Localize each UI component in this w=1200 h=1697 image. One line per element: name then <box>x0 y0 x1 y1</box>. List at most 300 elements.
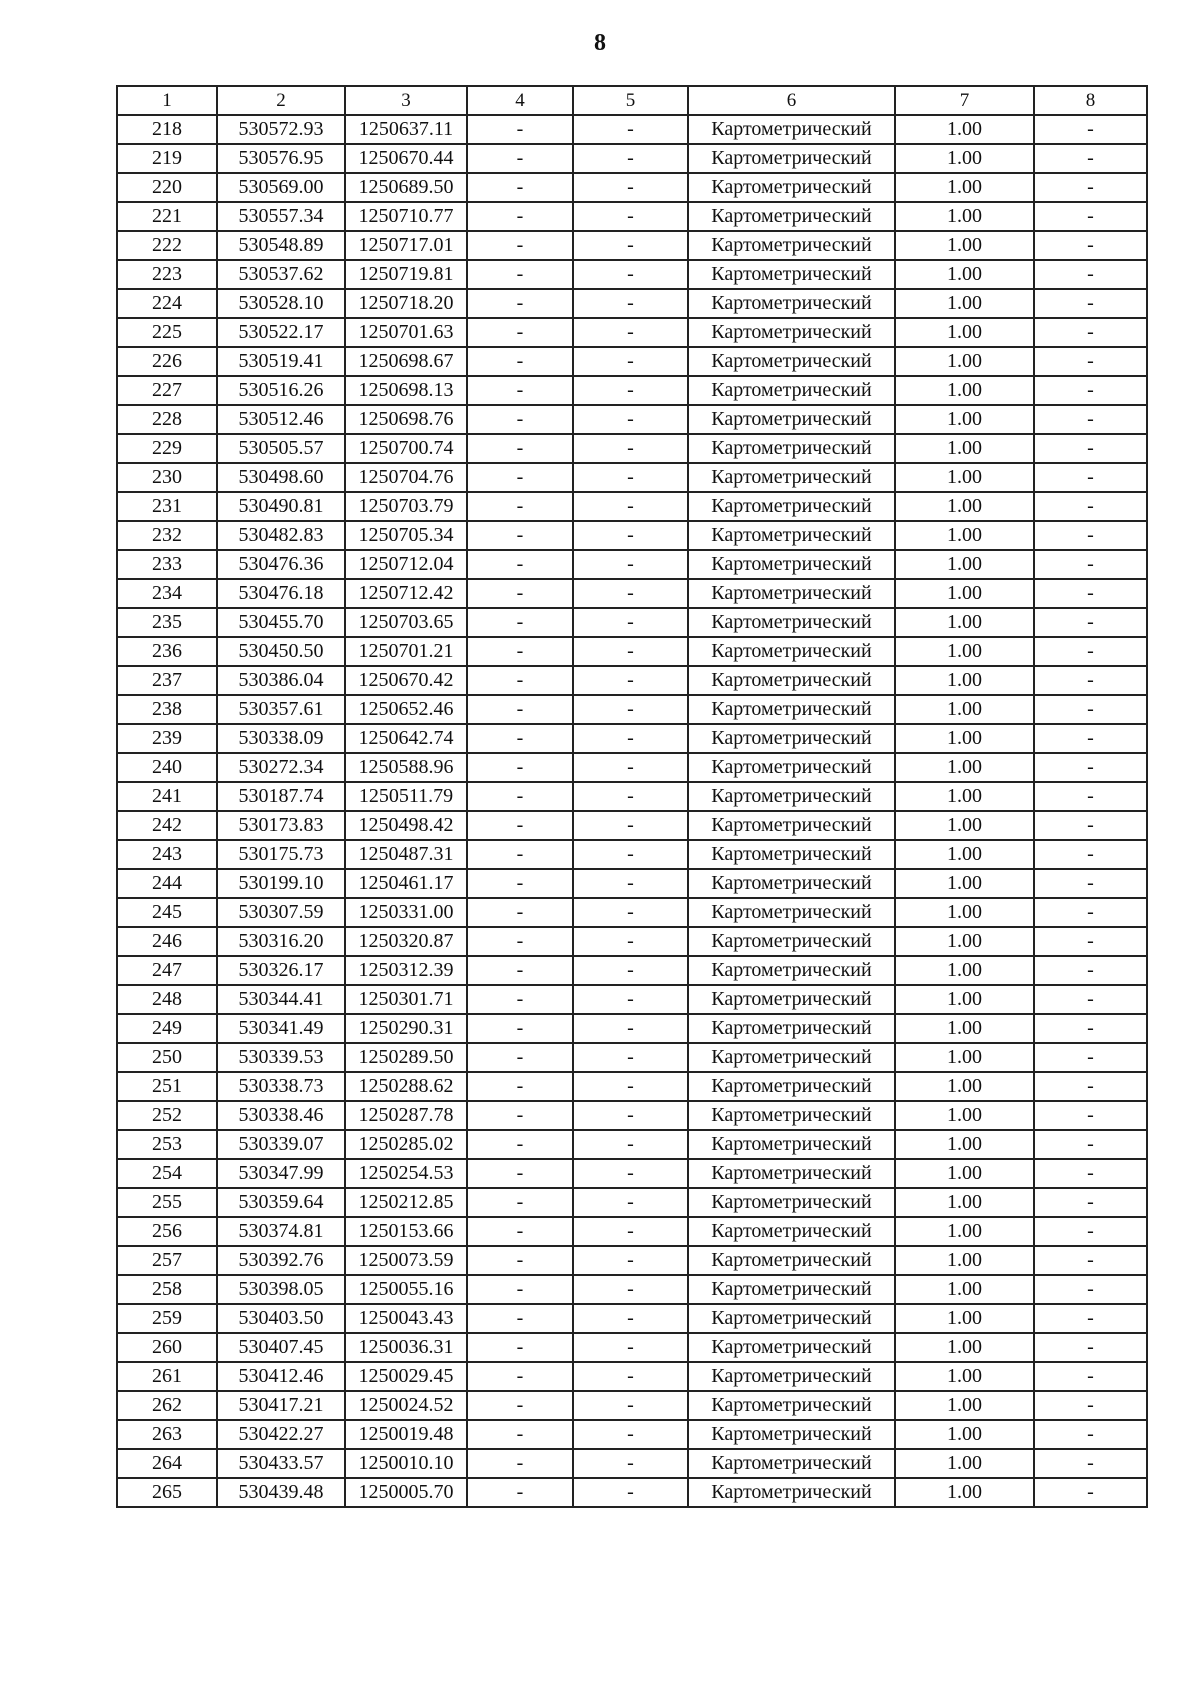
y-coordinate-cell: 1250701.63 <box>345 318 467 347</box>
col4-cell: - <box>467 985 573 1014</box>
point-number-cell: 258 <box>117 1275 217 1304</box>
x-coordinate-cell: 530505.57 <box>217 434 345 463</box>
accuracy-cell: 1.00 <box>895 1304 1034 1333</box>
column-header-2: 2 <box>217 86 345 115</box>
y-coordinate-cell: 1250637.11 <box>345 115 467 144</box>
col5-cell: - <box>573 492 688 521</box>
point-number-cell: 228 <box>117 405 217 434</box>
col8-cell: - <box>1034 405 1147 434</box>
table-row <box>117 1333 1147 1362</box>
point-number-cell: 263 <box>117 1420 217 1449</box>
y-coordinate-cell: 1250700.74 <box>345 434 467 463</box>
point-number-cell: 241 <box>117 782 217 811</box>
col4-cell: - <box>467 1043 573 1072</box>
table-row <box>117 666 1147 695</box>
col4-cell: - <box>467 927 573 956</box>
accuracy-cell: 1.00 <box>895 376 1034 405</box>
accuracy-cell: 1.00 <box>895 1246 1034 1275</box>
point-number-cell: 230 <box>117 463 217 492</box>
col8-cell: - <box>1034 318 1147 347</box>
y-coordinate-cell: 1250288.62 <box>345 1072 467 1101</box>
col8-cell: - <box>1034 115 1147 144</box>
point-number-cell: 231 <box>117 492 217 521</box>
table-row <box>117 985 1147 1014</box>
point-number-cell: 232 <box>117 521 217 550</box>
column-header-1: 1 <box>117 86 217 115</box>
col5-cell: - <box>573 985 688 1014</box>
col4-cell: - <box>467 637 573 666</box>
table-row <box>117 869 1147 898</box>
table-row <box>117 1391 1147 1420</box>
method-cell: Картометрический <box>688 1188 895 1217</box>
col4-cell: - <box>467 318 573 347</box>
accuracy-cell: 1.00 <box>895 1420 1034 1449</box>
method-cell: Картометрический <box>688 1043 895 1072</box>
point-number-cell: 220 <box>117 173 217 202</box>
col5-cell: - <box>573 1043 688 1072</box>
col8-cell: - <box>1034 695 1147 724</box>
col8-cell: - <box>1034 1391 1147 1420</box>
method-cell: Картометрический <box>688 1275 895 1304</box>
col8-cell: - <box>1034 782 1147 811</box>
col5-cell: - <box>573 376 688 405</box>
method-cell: Картометрический <box>688 782 895 811</box>
table-row <box>117 173 1147 202</box>
table-row <box>117 608 1147 637</box>
col8-cell: - <box>1034 550 1147 579</box>
point-number-cell: 225 <box>117 318 217 347</box>
col5-cell: - <box>573 724 688 753</box>
x-coordinate-cell: 530338.73 <box>217 1072 345 1101</box>
accuracy-cell: 1.00 <box>895 347 1034 376</box>
col5-cell: - <box>573 289 688 318</box>
col4-cell: - <box>467 231 573 260</box>
point-number-cell: 262 <box>117 1391 217 1420</box>
x-coordinate-cell: 530548.89 <box>217 231 345 260</box>
accuracy-cell: 1.00 <box>895 1362 1034 1391</box>
accuracy-cell: 1.00 <box>895 608 1034 637</box>
method-cell: Картометрический <box>688 1014 895 1043</box>
col5-cell: - <box>573 898 688 927</box>
method-cell: Картометрический <box>688 550 895 579</box>
col8-cell: - <box>1034 434 1147 463</box>
y-coordinate-cell: 1250289.50 <box>345 1043 467 1072</box>
point-number-cell: 224 <box>117 289 217 318</box>
point-number-cell: 233 <box>117 550 217 579</box>
y-coordinate-cell: 1250703.65 <box>345 608 467 637</box>
method-cell: Картометрический <box>688 376 895 405</box>
col8-cell: - <box>1034 376 1147 405</box>
point-number-cell: 264 <box>117 1449 217 1478</box>
point-number-cell: 237 <box>117 666 217 695</box>
point-number-cell: 244 <box>117 869 217 898</box>
table-row <box>117 376 1147 405</box>
method-cell: Картометрический <box>688 1478 895 1507</box>
table-row <box>117 144 1147 173</box>
x-coordinate-cell: 530173.83 <box>217 811 345 840</box>
col5-cell: - <box>573 1217 688 1246</box>
x-coordinate-cell: 530519.41 <box>217 347 345 376</box>
col8-cell: - <box>1034 840 1147 869</box>
col5-cell: - <box>573 550 688 579</box>
y-coordinate-cell: 1250029.45 <box>345 1362 467 1391</box>
col5-cell: - <box>573 1246 688 1275</box>
point-number-cell: 259 <box>117 1304 217 1333</box>
col8-cell: - <box>1034 1333 1147 1362</box>
x-coordinate-cell: 530422.27 <box>217 1420 345 1449</box>
col4-cell: - <box>467 1188 573 1217</box>
col4-cell: - <box>467 1333 573 1362</box>
table-row <box>117 811 1147 840</box>
col8-cell: - <box>1034 869 1147 898</box>
y-coordinate-cell: 1250718.20 <box>345 289 467 318</box>
x-coordinate-cell: 530316.20 <box>217 927 345 956</box>
table-row <box>117 463 1147 492</box>
table-row <box>117 637 1147 666</box>
table-row <box>117 1188 1147 1217</box>
col4-cell: - <box>467 376 573 405</box>
y-coordinate-cell: 1250290.31 <box>345 1014 467 1043</box>
col8-cell: - <box>1034 666 1147 695</box>
y-coordinate-cell: 1250712.04 <box>345 550 467 579</box>
accuracy-cell: 1.00 <box>895 956 1034 985</box>
x-coordinate-cell: 530516.26 <box>217 376 345 405</box>
col4-cell: - <box>467 956 573 985</box>
col4-cell: - <box>467 1246 573 1275</box>
y-coordinate-cell: 1250670.44 <box>345 144 467 173</box>
method-cell: Картометрический <box>688 463 895 492</box>
col5-cell: - <box>573 1362 688 1391</box>
col5-cell: - <box>573 1101 688 1130</box>
table-row <box>117 318 1147 347</box>
col8-cell: - <box>1034 144 1147 173</box>
point-number-cell: 253 <box>117 1130 217 1159</box>
table-row <box>117 1217 1147 1246</box>
col5-cell: - <box>573 637 688 666</box>
table-row <box>117 579 1147 608</box>
col4-cell: - <box>467 492 573 521</box>
point-number-cell: 250 <box>117 1043 217 1072</box>
col5-cell: - <box>573 956 688 985</box>
col5-cell: - <box>573 173 688 202</box>
accuracy-cell: 1.00 <box>895 1159 1034 1188</box>
method-cell: Картометрический <box>688 231 895 260</box>
x-coordinate-cell: 530386.04 <box>217 666 345 695</box>
col5-cell: - <box>573 463 688 492</box>
point-number-cell: 257 <box>117 1246 217 1275</box>
method-cell: Картометрический <box>688 1072 895 1101</box>
col8-cell: - <box>1034 898 1147 927</box>
col4-cell: - <box>467 1159 573 1188</box>
col8-cell: - <box>1034 1159 1147 1188</box>
col8-cell: - <box>1034 347 1147 376</box>
point-number-cell: 251 <box>117 1072 217 1101</box>
col5-cell: - <box>573 927 688 956</box>
col5-cell: - <box>573 753 688 782</box>
column-header-6: 6 <box>688 86 895 115</box>
col4-cell: - <box>467 434 573 463</box>
method-cell: Картометрический <box>688 1246 895 1275</box>
col8-cell: - <box>1034 1420 1147 1449</box>
col8-cell: - <box>1034 753 1147 782</box>
table-row <box>117 1304 1147 1333</box>
col8-cell: - <box>1034 608 1147 637</box>
y-coordinate-cell: 1250705.34 <box>345 521 467 550</box>
table-row <box>117 1159 1147 1188</box>
y-coordinate-cell: 1250301.71 <box>345 985 467 1014</box>
y-coordinate-cell: 1250153.66 <box>345 1217 467 1246</box>
accuracy-cell: 1.00 <box>895 811 1034 840</box>
method-cell: Картометрический <box>688 1217 895 1246</box>
col4-cell: - <box>467 753 573 782</box>
col4-cell: - <box>467 1101 573 1130</box>
x-coordinate-cell: 530338.46 <box>217 1101 345 1130</box>
col4-cell: - <box>467 173 573 202</box>
accuracy-cell: 1.00 <box>895 1391 1034 1420</box>
method-cell: Картометрический <box>688 434 895 463</box>
col5-cell: - <box>573 115 688 144</box>
column-header-8: 8 <box>1034 86 1147 115</box>
y-coordinate-cell: 1250719.81 <box>345 260 467 289</box>
x-coordinate-cell: 530374.81 <box>217 1217 345 1246</box>
col4-cell: - <box>467 695 573 724</box>
table-row <box>117 231 1147 260</box>
point-number-cell: 221 <box>117 202 217 231</box>
method-cell: Картометрический <box>688 260 895 289</box>
point-number-cell: 248 <box>117 985 217 1014</box>
point-number-cell: 249 <box>117 1014 217 1043</box>
table-row <box>117 260 1147 289</box>
method-cell: Картометрический <box>688 898 895 927</box>
x-coordinate-cell: 530455.70 <box>217 608 345 637</box>
x-coordinate-cell: 530338.09 <box>217 724 345 753</box>
table-row <box>117 1072 1147 1101</box>
x-coordinate-cell: 530557.34 <box>217 202 345 231</box>
col5-cell: - <box>573 869 688 898</box>
method-cell: Картометрический <box>688 753 895 782</box>
x-coordinate-cell: 530498.60 <box>217 463 345 492</box>
col8-cell: - <box>1034 1478 1147 1507</box>
col4-cell: - <box>467 1072 573 1101</box>
method-cell: Картометрический <box>688 927 895 956</box>
accuracy-cell: 1.00 <box>895 115 1034 144</box>
y-coordinate-cell: 1250704.76 <box>345 463 467 492</box>
col5-cell: - <box>573 811 688 840</box>
method-cell: Картометрический <box>688 608 895 637</box>
y-coordinate-cell: 1250712.42 <box>345 579 467 608</box>
x-coordinate-cell: 530359.64 <box>217 1188 345 1217</box>
x-coordinate-cell: 530482.83 <box>217 521 345 550</box>
col8-cell: - <box>1034 521 1147 550</box>
x-coordinate-cell: 530339.07 <box>217 1130 345 1159</box>
accuracy-cell: 1.00 <box>895 289 1034 318</box>
method-cell: Картометрический <box>688 666 895 695</box>
y-coordinate-cell: 1250498.42 <box>345 811 467 840</box>
x-coordinate-cell: 530537.62 <box>217 260 345 289</box>
method-cell: Картометрический <box>688 405 895 434</box>
accuracy-cell: 1.00 <box>895 1217 1034 1246</box>
col4-cell: - <box>467 347 573 376</box>
col8-cell: - <box>1034 637 1147 666</box>
col5-cell: - <box>573 1420 688 1449</box>
method-cell: Картометрический <box>688 115 895 144</box>
point-number-cell: 238 <box>117 695 217 724</box>
table-row <box>117 1014 1147 1043</box>
col5-cell: - <box>573 1333 688 1362</box>
col4-cell: - <box>467 1362 573 1391</box>
x-coordinate-cell: 530175.73 <box>217 840 345 869</box>
table-row <box>117 405 1147 434</box>
method-cell: Картометрический <box>688 869 895 898</box>
accuracy-cell: 1.00 <box>895 782 1034 811</box>
col5-cell: - <box>573 608 688 637</box>
table-row <box>117 956 1147 985</box>
point-number-cell: 234 <box>117 579 217 608</box>
col4-cell: - <box>467 811 573 840</box>
x-coordinate-cell: 530433.57 <box>217 1449 345 1478</box>
col8-cell: - <box>1034 1014 1147 1043</box>
col8-cell: - <box>1034 1101 1147 1130</box>
col5-cell: - <box>573 1275 688 1304</box>
x-coordinate-cell: 530522.17 <box>217 318 345 347</box>
point-number-cell: 222 <box>117 231 217 260</box>
y-coordinate-cell: 1250254.53 <box>345 1159 467 1188</box>
y-coordinate-cell: 1250588.96 <box>345 753 467 782</box>
accuracy-cell: 1.00 <box>895 1072 1034 1101</box>
accuracy-cell: 1.00 <box>895 405 1034 434</box>
col8-cell: - <box>1034 985 1147 1014</box>
table-row <box>117 782 1147 811</box>
x-coordinate-cell: 530341.49 <box>217 1014 345 1043</box>
col4-cell: - <box>467 579 573 608</box>
accuracy-cell: 1.00 <box>895 260 1034 289</box>
x-coordinate-cell: 530512.46 <box>217 405 345 434</box>
method-cell: Картометрический <box>688 1362 895 1391</box>
col8-cell: - <box>1034 1217 1147 1246</box>
col4-cell: - <box>467 463 573 492</box>
method-cell: Картометрический <box>688 579 895 608</box>
y-coordinate-cell: 1250698.76 <box>345 405 467 434</box>
col8-cell: - <box>1034 956 1147 985</box>
y-coordinate-cell: 1250312.39 <box>345 956 467 985</box>
page-number: 8 <box>594 30 606 56</box>
y-coordinate-cell: 1250689.50 <box>345 173 467 202</box>
point-number-cell: 242 <box>117 811 217 840</box>
table-row <box>117 1101 1147 1130</box>
method-cell: Картометрический <box>688 318 895 347</box>
table-row <box>117 724 1147 753</box>
y-coordinate-cell: 1250710.77 <box>345 202 467 231</box>
x-coordinate-cell: 530187.74 <box>217 782 345 811</box>
col5-cell: - <box>573 144 688 173</box>
col4-cell: - <box>467 144 573 173</box>
point-number-cell: 260 <box>117 1333 217 1362</box>
col5-cell: - <box>573 1391 688 1420</box>
y-coordinate-cell: 1250703.79 <box>345 492 467 521</box>
method-cell: Картометрический <box>688 1449 895 1478</box>
y-coordinate-cell: 1250698.67 <box>345 347 467 376</box>
col4-cell: - <box>467 1014 573 1043</box>
y-coordinate-cell: 1250024.52 <box>345 1391 467 1420</box>
table-row <box>117 1362 1147 1391</box>
point-number-cell: 243 <box>117 840 217 869</box>
y-coordinate-cell: 1250652.46 <box>345 695 467 724</box>
col4-cell: - <box>467 666 573 695</box>
point-number-cell: 239 <box>117 724 217 753</box>
point-number-cell: 227 <box>117 376 217 405</box>
y-coordinate-cell: 1250043.43 <box>345 1304 467 1333</box>
point-number-cell: 245 <box>117 898 217 927</box>
accuracy-cell: 1.00 <box>895 579 1034 608</box>
accuracy-cell: 1.00 <box>895 637 1034 666</box>
table-row <box>117 840 1147 869</box>
col8-cell: - <box>1034 1449 1147 1478</box>
accuracy-cell: 1.00 <box>895 434 1034 463</box>
table-row <box>117 347 1147 376</box>
point-number-cell: 254 <box>117 1159 217 1188</box>
col4-cell: - <box>467 840 573 869</box>
x-coordinate-cell: 530307.59 <box>217 898 345 927</box>
accuracy-cell: 1.00 <box>895 840 1034 869</box>
x-coordinate-cell: 530417.21 <box>217 1391 345 1420</box>
table-row <box>117 521 1147 550</box>
accuracy-cell: 1.00 <box>895 1275 1034 1304</box>
method-cell: Картометрический <box>688 289 895 318</box>
method-cell: Картометрический <box>688 202 895 231</box>
col4-cell: - <box>467 1304 573 1333</box>
method-cell: Картометрический <box>688 956 895 985</box>
col5-cell: - <box>573 405 688 434</box>
y-coordinate-cell: 1250036.31 <box>345 1333 467 1362</box>
col4-cell: - <box>467 289 573 318</box>
method-cell: Картометрический <box>688 1420 895 1449</box>
accuracy-cell: 1.00 <box>895 1130 1034 1159</box>
method-cell: Картометрический <box>688 1101 895 1130</box>
x-coordinate-cell: 530576.95 <box>217 144 345 173</box>
method-cell: Картометрический <box>688 811 895 840</box>
x-coordinate-cell: 530569.00 <box>217 173 345 202</box>
col8-cell: - <box>1034 579 1147 608</box>
table-row <box>117 927 1147 956</box>
col5-cell: - <box>573 1159 688 1188</box>
point-number-cell: 235 <box>117 608 217 637</box>
table-row <box>117 1478 1147 1507</box>
accuracy-cell: 1.00 <box>895 753 1034 782</box>
x-coordinate-cell: 530490.81 <box>217 492 345 521</box>
x-coordinate-cell: 530572.93 <box>217 115 345 144</box>
accuracy-cell: 1.00 <box>895 463 1034 492</box>
accuracy-cell: 1.00 <box>895 985 1034 1014</box>
accuracy-cell: 1.00 <box>895 231 1034 260</box>
y-coordinate-cell: 1250717.01 <box>345 231 467 260</box>
col4-cell: - <box>467 202 573 231</box>
col4-cell: - <box>467 521 573 550</box>
accuracy-cell: 1.00 <box>895 927 1034 956</box>
accuracy-cell: 1.00 <box>895 1478 1034 1507</box>
col8-cell: - <box>1034 202 1147 231</box>
x-coordinate-cell: 530339.53 <box>217 1043 345 1072</box>
x-coordinate-cell: 530439.48 <box>217 1478 345 1507</box>
col4-cell: - <box>467 1478 573 1507</box>
point-number-cell: 240 <box>117 753 217 782</box>
col8-cell: - <box>1034 289 1147 318</box>
point-number-cell: 261 <box>117 1362 217 1391</box>
col5-cell: - <box>573 1130 688 1159</box>
table-row <box>117 1246 1147 1275</box>
col8-cell: - <box>1034 927 1147 956</box>
accuracy-cell: 1.00 <box>895 521 1034 550</box>
x-coordinate-cell: 530344.41 <box>217 985 345 1014</box>
